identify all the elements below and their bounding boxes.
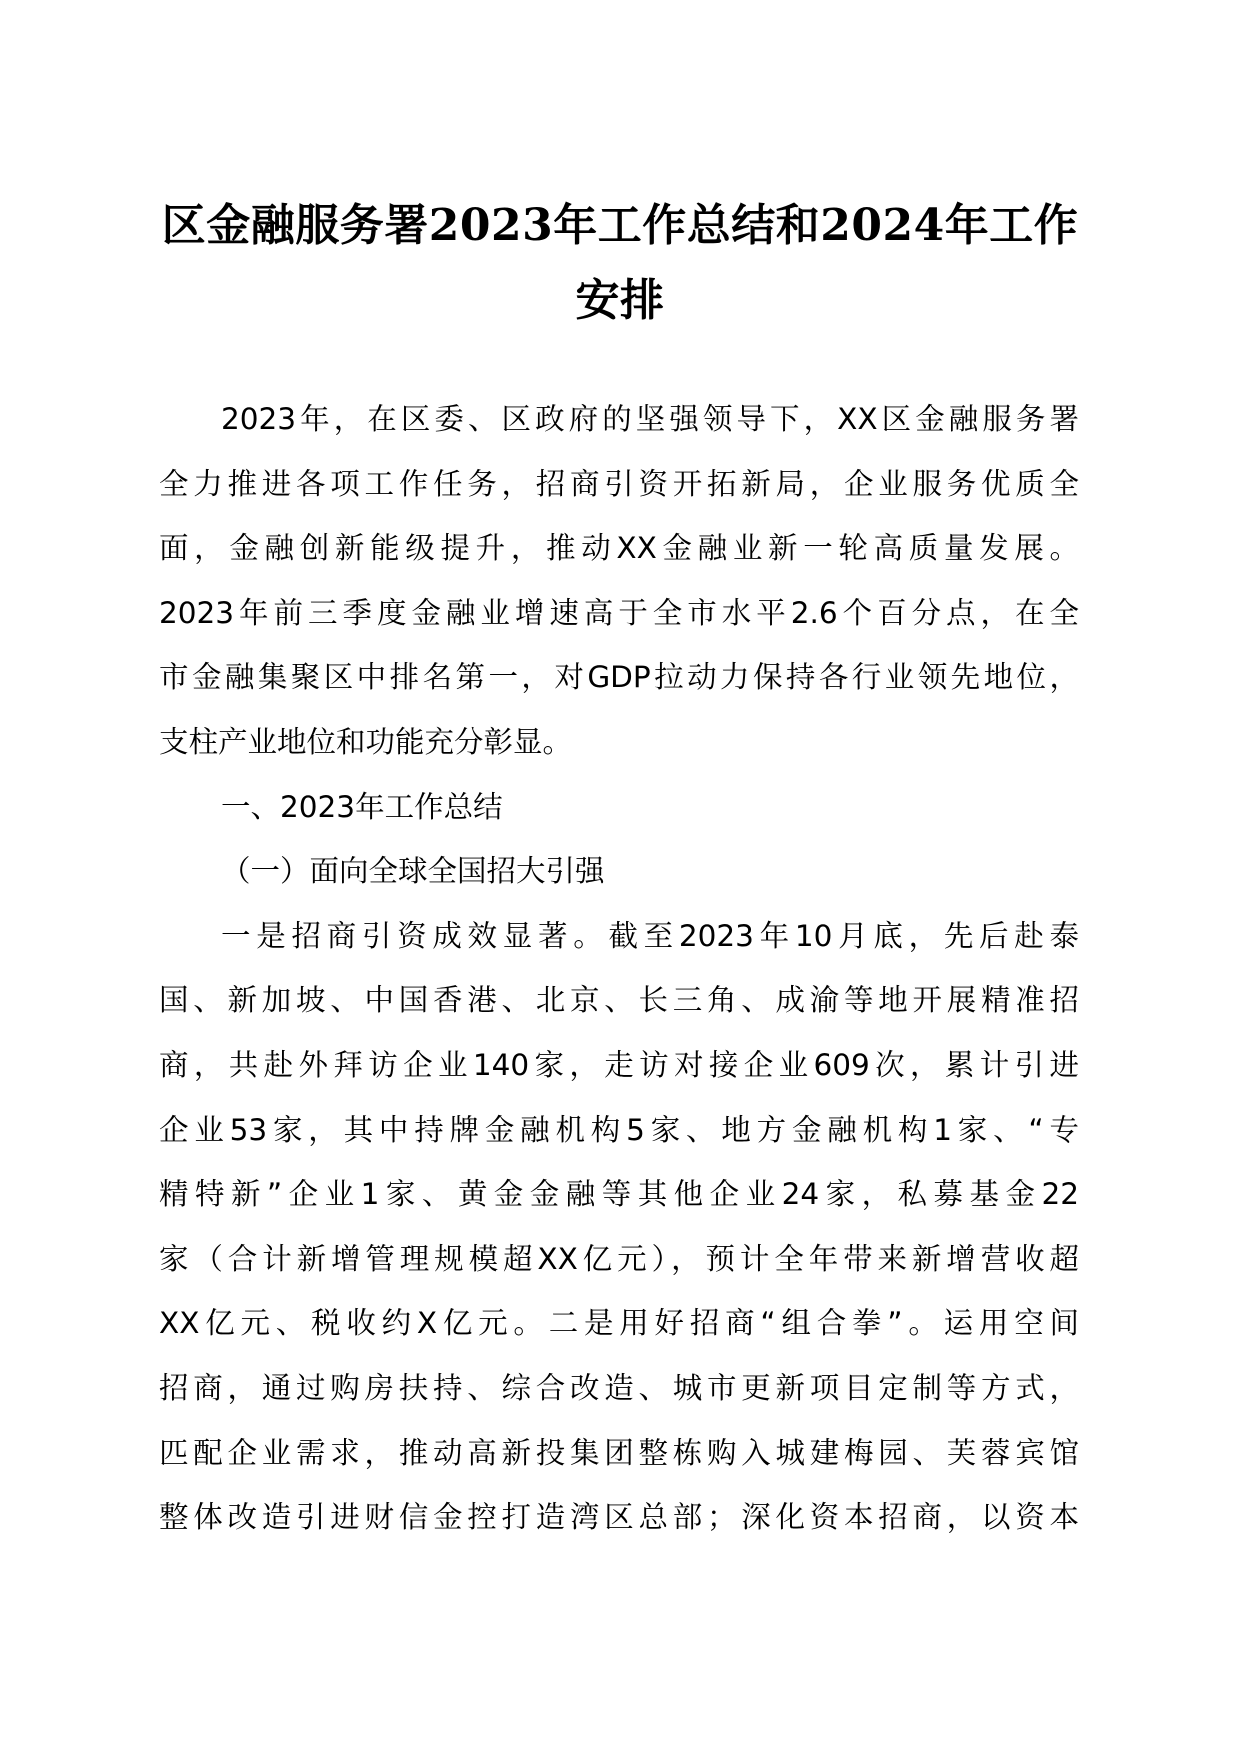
body-line: 2023年，在区委、区政府的坚强领导下，XX区金融服务署 [221, 402, 1079, 436]
body-line: 企业53家，其中持牌金融机构5家、地方金融机构1家、“专 [159, 1112, 1079, 1147]
body-line: XX亿元、税收约X亿元。二是用好招商“组合拳”。运用空间 [159, 1306, 1079, 1341]
title-line-1: 区金融服务署2023年工作总结和2024年工作 [161, 200, 1079, 251]
body-line: 全力推进各项工作任务，招商引资开拓新局，企业服务优质全 [159, 466, 1079, 501]
document-title [140, 188, 1100, 338]
body-line: 国、新加坡、中国香港、北京、长三角、成渝等地开展精准招 [159, 983, 1079, 1018]
subsection-heading: （一）面向全球全国招大引强 [221, 854, 605, 889]
body-line: 精特新”企业1家、黄金金融等其他企业24家，私募基金22 [159, 1177, 1079, 1212]
body-line: 支柱产业地位和功能充分彰显。 [159, 724, 573, 759]
body-line: 商，共赴外拜访企业140家，走访对接企业609次，累计引进 [159, 1047, 1079, 1082]
body-line: 面，金融创新能级提升，推动XX金融业新一轮高质量发展。 [159, 531, 1079, 566]
body-line: 匹配企业需求，推动高新投集团整栋购入城建梅园、芙蓉宾馆 [159, 1435, 1079, 1470]
body-line: 整体改造引进财信金控打造湾区总部；深化资本招商，以资本 [159, 1500, 1079, 1535]
body-line: 一是招商引资成效显著。截至2023年10月底，先后赴泰 [221, 918, 1079, 953]
body-line: 市金融集聚区中排名第一，对GDP拉动力保持各行业领先地位， [159, 660, 1079, 695]
body-line: 家（合计新增管理规模超XX亿元），预计全年带来新增营收超 [159, 1241, 1079, 1276]
body-line: 2023年前三季度金融业增速高于全市水平2.6个百分点，在全 [159, 595, 1079, 630]
body-line: 招商，通过购房扶持、综合改造、城市更新项目定制等方式， [159, 1370, 1079, 1405]
title-line-2: 安排 [575, 275, 665, 326]
section-heading: 一、2023年工作总结 [221, 789, 503, 824]
document-body [159, 387, 1079, 1550]
